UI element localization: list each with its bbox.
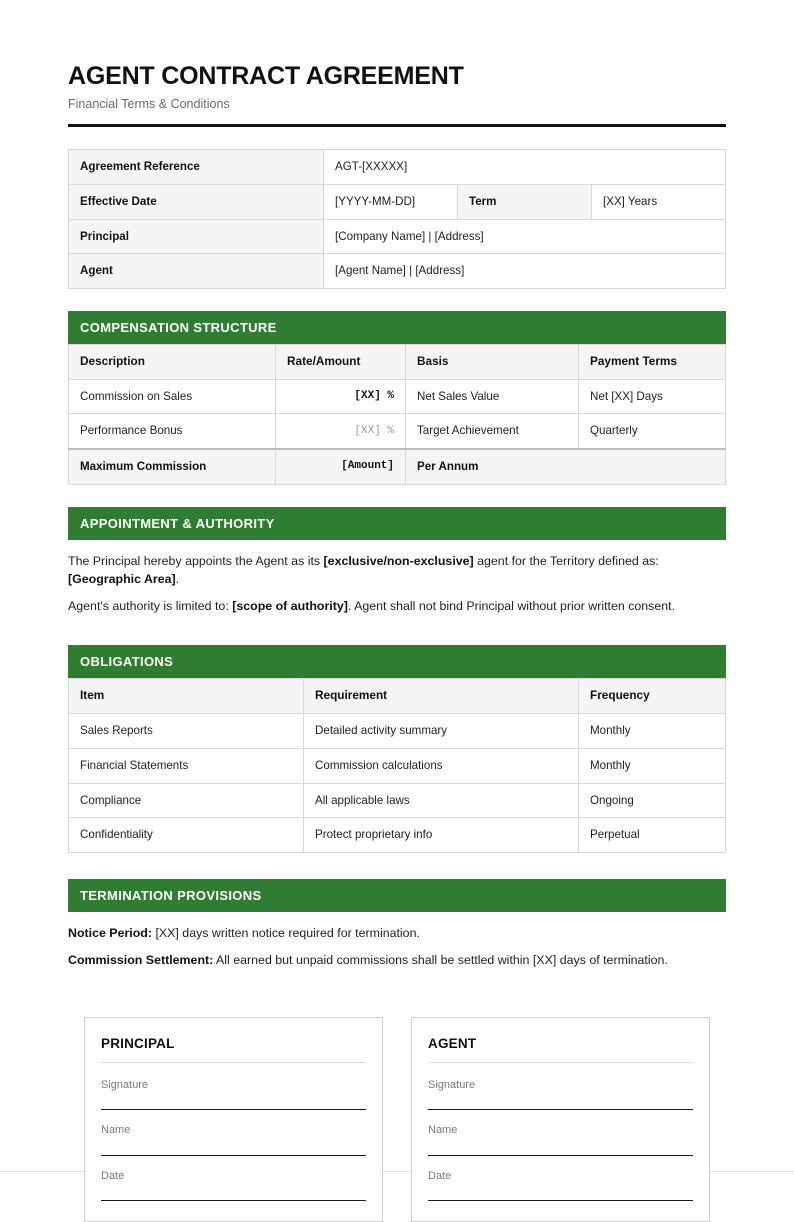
section-compensation-structure xyxy=(68,311,726,485)
compensation-description: Performance Bonus xyxy=(69,414,276,449)
info-label-principal: Principal xyxy=(69,219,324,254)
document-header xyxy=(68,62,726,127)
column-header-item: Item xyxy=(69,679,304,714)
signature-field-principal-date[interactable] xyxy=(101,1156,366,1201)
appointment-paragraph-2 xyxy=(68,597,726,616)
column-header-description: Description xyxy=(69,344,276,379)
signature-line[interactable] xyxy=(428,1200,693,1201)
appointment-paragraph-1 xyxy=(68,552,726,589)
signature-field-principal-signature[interactable] xyxy=(101,1065,366,1110)
info-value-term: [XX] Years xyxy=(592,184,726,219)
appointment-text-2: agent for the Territory defined as: xyxy=(473,553,659,568)
compensation-basis: Net Sales Value xyxy=(406,379,579,414)
termination-notice-period xyxy=(68,924,726,943)
signature-field-agent-date[interactable] xyxy=(428,1156,693,1201)
obligation-item: Financial Statements xyxy=(69,749,304,784)
compensation-total-label: Maximum Commission xyxy=(69,449,276,484)
compensation-table xyxy=(68,344,726,485)
obligation-frequency: Ongoing xyxy=(579,783,726,818)
info-label-agent: Agent xyxy=(69,254,324,289)
column-header-frequency: Frequency xyxy=(579,679,726,714)
termination-body xyxy=(68,912,726,969)
compensation-payment-terms: Quarterly xyxy=(579,414,726,449)
section-heading-obligations: OBLIGATIONS xyxy=(68,645,726,678)
obligation-frequency: Monthly xyxy=(579,714,726,749)
table-row xyxy=(69,379,726,414)
obligation-item: Confidentiality xyxy=(69,818,304,853)
table-row xyxy=(69,184,726,219)
table-row xyxy=(69,254,726,289)
signature-block-principal xyxy=(84,1017,383,1222)
commission-settlement-label: Commission Settlement: xyxy=(68,952,214,967)
obligation-frequency: Monthly xyxy=(579,749,726,784)
compensation-payment-terms: Net [XX] Days xyxy=(579,379,726,414)
signature-label: Date xyxy=(101,1169,125,1182)
commission-settlement-text: All earned but unpaid commissions shall be settled within [XX] days of termination. xyxy=(213,952,668,967)
obligation-item: Sales Reports xyxy=(69,714,304,749)
section-heading-appointment: APPOINTMENT & AUTHORITY xyxy=(68,507,726,540)
compensation-basis: Target Achievement xyxy=(406,414,579,449)
section-termination-provisions xyxy=(68,879,726,969)
compensation-total-row xyxy=(69,449,726,484)
appointment-placeholder-exclusivity: [exclusive/non-exclusive] xyxy=(323,553,474,568)
compensation-total-basis: Per Annum xyxy=(406,449,726,484)
info-label-effective-date: Effective Date xyxy=(69,184,324,219)
termination-commission-settlement xyxy=(68,951,726,970)
compensation-rate: [XX] % xyxy=(276,379,406,414)
obligations-table xyxy=(68,678,726,852)
obligation-item: Compliance xyxy=(69,783,304,818)
table-row xyxy=(69,219,726,254)
table-header-row xyxy=(69,344,726,379)
compensation-total-amount: [Amount] xyxy=(276,449,406,484)
obligation-requirement: Detailed activity summary xyxy=(304,714,579,749)
signature-label: Signature xyxy=(428,1079,476,1092)
table-row xyxy=(69,749,726,784)
appointment-text-3: . xyxy=(175,572,180,587)
column-header-payment-terms: Payment Terms xyxy=(579,344,726,379)
info-value-agent: [Agent Name] | [Address] xyxy=(324,254,726,289)
info-label-term: Term xyxy=(458,184,592,219)
column-header-requirement: Requirement xyxy=(304,679,579,714)
authority-text-1: Agent's authority is limited to: xyxy=(68,598,233,613)
section-appointment-authority xyxy=(68,507,726,616)
signature-field-agent-name[interactable] xyxy=(428,1110,693,1155)
section-obligations xyxy=(68,645,726,852)
table-header-row xyxy=(69,679,726,714)
signature-block-agent xyxy=(411,1017,710,1222)
info-value-principal: [Company Name] | [Address] xyxy=(324,219,726,254)
appointment-placeholder-territory: [Geographic Area] xyxy=(68,572,176,587)
info-value-agreement-reference: AGT-[XXXXX] xyxy=(324,150,726,185)
signature-line[interactable] xyxy=(101,1200,366,1201)
column-header-basis: Basis xyxy=(406,344,579,379)
signature-field-agent-signature[interactable] xyxy=(428,1065,693,1110)
appointment-text-1: The Principal hereby appoints the Agent as its xyxy=(68,553,324,568)
compensation-rate: [XX] % xyxy=(276,414,406,449)
table-row xyxy=(69,818,726,853)
authority-text-2: . Agent shall not bind Principal without prior written consent. xyxy=(347,598,676,613)
compensation-description: Commission on Sales xyxy=(69,379,276,414)
signature-label: Name xyxy=(428,1124,458,1137)
page-subtitle: Financial Terms & Conditions xyxy=(68,97,230,111)
authority-placeholder-scope: [scope of authority] xyxy=(232,598,348,613)
table-row xyxy=(69,414,726,449)
section-heading-termination: TERMINATION PROVISIONS xyxy=(68,879,726,912)
section-heading-compensation: COMPENSATION STRUCTURE xyxy=(68,311,726,344)
agreement-info-table xyxy=(68,149,726,289)
signature-label: Date xyxy=(428,1169,452,1182)
signature-area xyxy=(68,1017,726,1222)
signature-title-principal: PRINCIPAL xyxy=(101,1036,366,1063)
column-header-rate-amount: Rate/Amount xyxy=(276,344,406,379)
signature-title-agent: AGENT xyxy=(428,1036,693,1063)
obligation-requirement: Protect proprietary info xyxy=(304,818,579,853)
signature-field-principal-name[interactable] xyxy=(101,1110,366,1155)
info-value-effective-date: [YYYY-MM-DD] xyxy=(324,184,458,219)
signature-label: Name xyxy=(101,1124,131,1137)
page-title: AGENT CONTRACT AGREEMENT xyxy=(68,62,464,90)
notice-period-label: Notice Period: xyxy=(68,925,152,940)
signature-label: Signature xyxy=(101,1079,149,1092)
obligation-requirement: All applicable laws xyxy=(304,783,579,818)
obligation-requirement: Commission calculations xyxy=(304,749,579,784)
obligation-frequency: Perpetual xyxy=(579,818,726,853)
info-label-agreement-reference: Agreement Reference xyxy=(69,150,324,185)
notice-period-text: [XX] days written notice required for termination. xyxy=(152,925,420,940)
table-row xyxy=(69,783,726,818)
appointment-body xyxy=(68,540,726,616)
table-row xyxy=(69,150,726,185)
table-row xyxy=(69,714,726,749)
